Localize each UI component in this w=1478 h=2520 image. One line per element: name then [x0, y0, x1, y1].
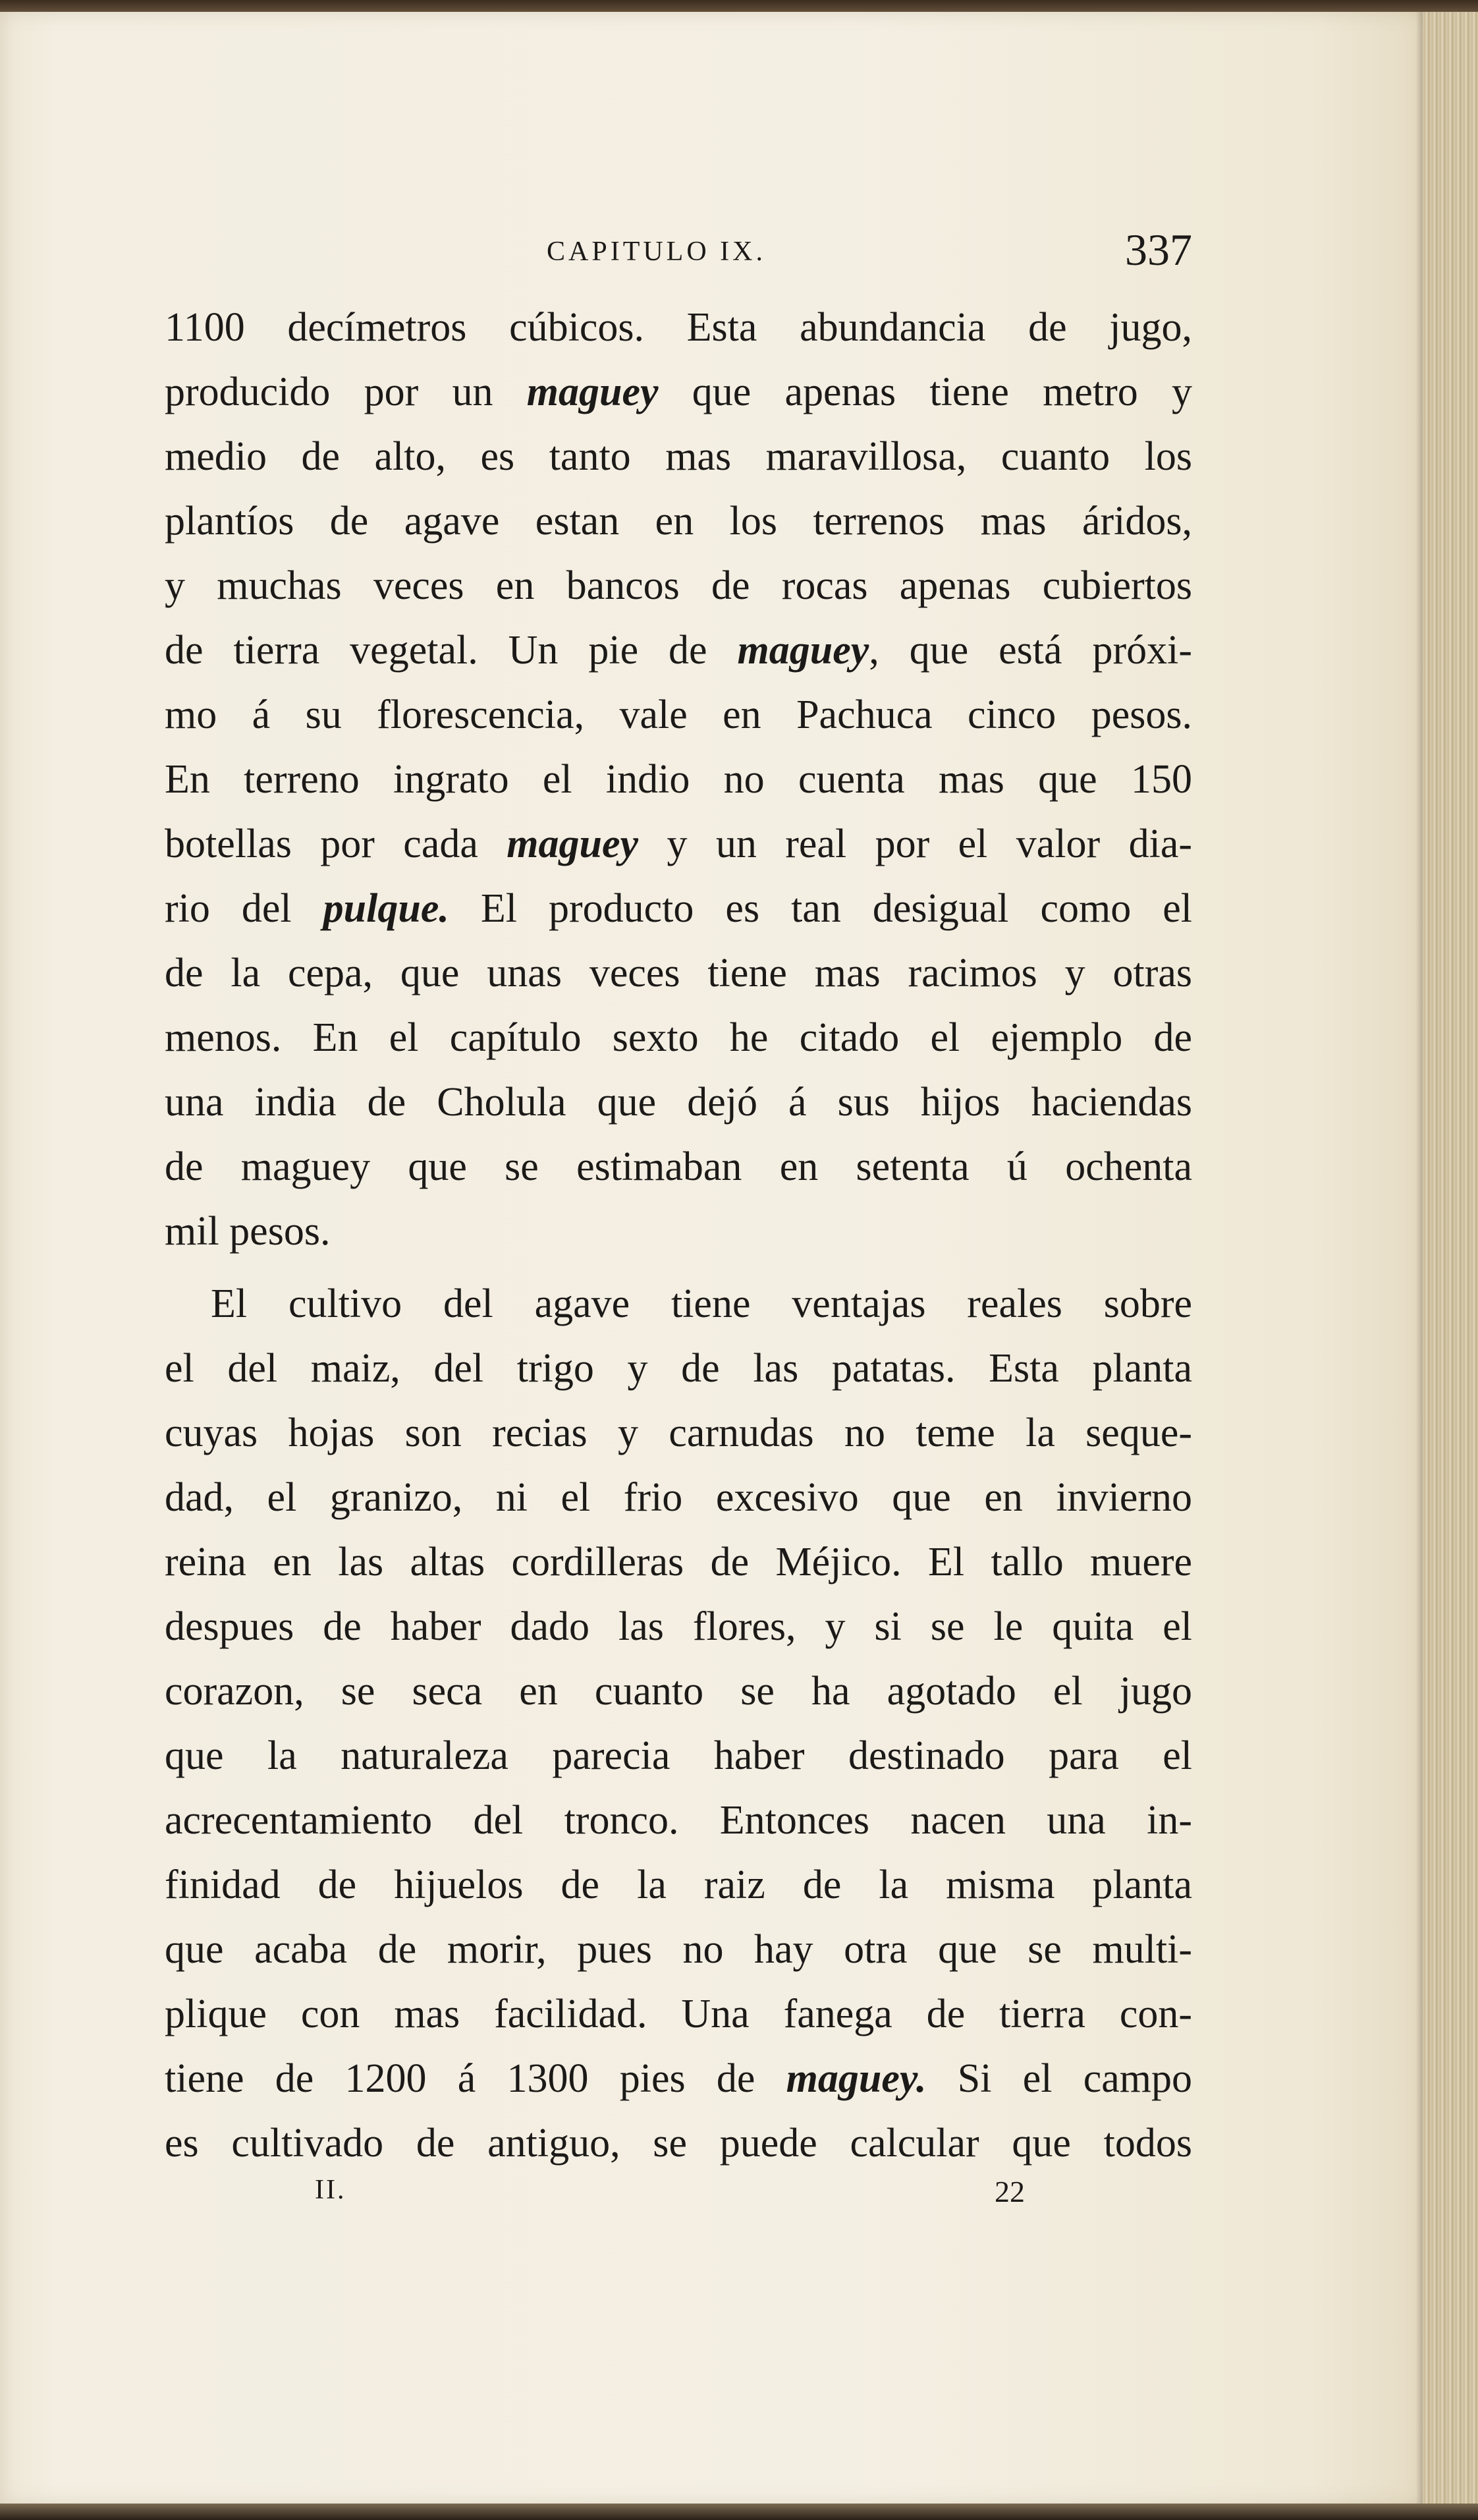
text-line: En terreno ingrato el indio no cuenta mas que 150 [165, 757, 1192, 802]
text-line: mo á su florescencia, vale en Pachuca cinco pesos. [165, 692, 1192, 737]
italic-term: maguey [506, 822, 639, 866]
text-line: que la naturaleza parecia haber destinado para el [165, 1733, 1192, 1778]
text-line: que acaba de morir, pues no hay otra que se multi- [165, 1927, 1192, 1972]
body-text [165, 295, 1192, 2175]
text-line: botellas por cada maguey y un real por el valor dia- [165, 822, 1192, 866]
text-line: 1100 decímetros cúbicos. Esta abundancia de jugo, [165, 305, 1192, 350]
signature-mark: 22 [995, 2175, 1025, 2208]
book-bottom-edge [0, 2504, 1478, 2520]
page-footer [165, 2174, 1192, 2220]
italic-term: maguey [737, 628, 869, 673]
italic-term: pulque. [323, 886, 449, 931]
text-line: y muchas veces en bancos de rocas apenas cubiertos [165, 563, 1192, 608]
text-line: es cultivado de antiguo, se puede calcular que todos [165, 2121, 1192, 2166]
text-line: acrecentamiento del tronco. Entonces nacen una in- [165, 1798, 1192, 1843]
text-line: El cultivo del agave tiene ventajas reales sobre [211, 1281, 1192, 1326]
page-number: 337 [1125, 225, 1192, 275]
text-line: reina en las altas cordilleras de Méjico. El tallo muere [165, 1540, 1192, 1584]
text-line: rio del pulque. El producto es tan desigual como el [165, 886, 1192, 931]
italic-term: maguey. [786, 2056, 927, 2101]
text-line: el del maiz, del trigo y de las patatas. Esta planta [165, 1346, 1192, 1391]
text-line: mil pesos. [165, 1209, 331, 1254]
running-head [165, 224, 1192, 296]
text-line: producido por un maguey que apenas tiene metro y [165, 370, 1192, 414]
text-line: dad, el granizo, ni el frio excesivo que en invierno [165, 1475, 1192, 1520]
text-line: despues de haber dado las flores, y si se le quita el [165, 1604, 1192, 1649]
text-line: tiene de 1200 á 1300 pies de maguey. Si el campo [165, 2056, 1192, 2101]
text-line: finidad de hijuelos de la raiz de la misma planta [165, 1862, 1192, 1907]
text-line: plantíos de agave estan en los terrenos mas áridos, [165, 499, 1192, 544]
text-line: corazon, se seca en cuanto se ha agotado el jugo [165, 1669, 1192, 1714]
chapter-title: CAPITULO IX. [547, 237, 766, 267]
text-line: de la cepa, que unas veces tiene mas racimos y otras [165, 951, 1192, 995]
text-line: medio de alto, es tanto mas maravillosa, cuanto los [165, 434, 1192, 479]
text-line: plique con mas facilidad. Una fanega de tierra con- [165, 1992, 1192, 2036]
italic-term: maguey [526, 370, 659, 414]
text-line: de tierra vegetal. Un pie de maguey, que está próxi- [165, 628, 1193, 673]
volume-number: II. [315, 2175, 346, 2205]
page-stack-edge [1423, 12, 1478, 2505]
text-line: cuyas hojas son recias y carnudas no teme la seque- [165, 1411, 1192, 1455]
text-line: una india de Cholula que dejó á sus hijos haciendas [165, 1080, 1192, 1125]
text-line: menos. En el capítulo sexto he citado el ejemplo de [165, 1015, 1192, 1060]
text-line: de maguey que se estimaban en setenta ú ochenta [165, 1144, 1192, 1189]
